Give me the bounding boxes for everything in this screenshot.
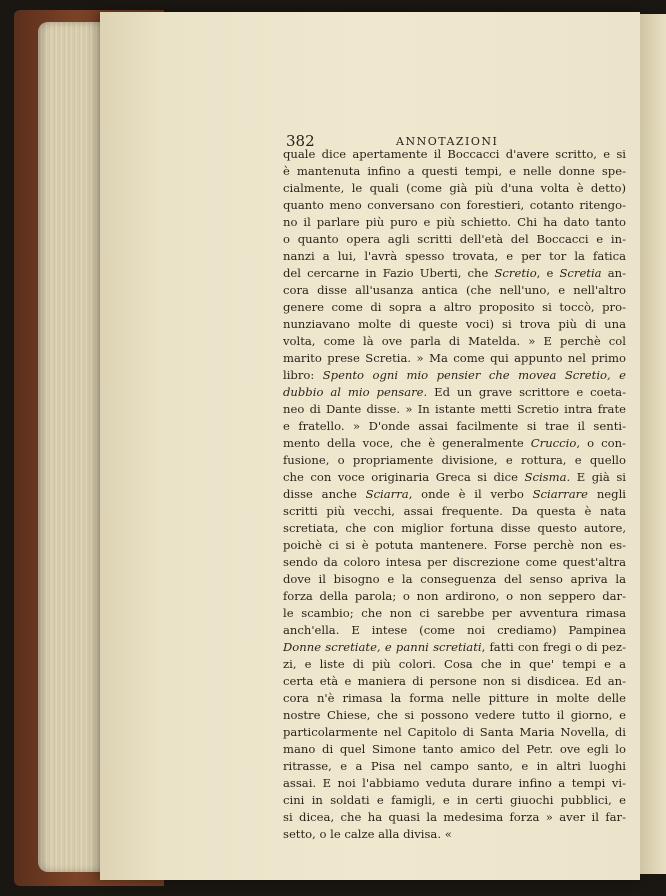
text-line: che con voce originaria Greca si dice Scisma. E già si [283,470,626,484]
text-line: setto, o le calze alla divisa. « [283,827,452,841]
text-line: neo di Dante disse. » In istante metti Scretio intra frate [283,402,626,416]
text-line: o quanto opera agli scritti dell'età del Boccacci e in- [283,232,626,246]
text-line: Donne scretiate, e panni scretiati, fatti con fregi o di pez- [283,640,626,654]
text-line: disse anche Sciarra, onde è il verbo Sciarrare negli [283,487,626,501]
text-line: le scambio; che non ci sarebbe per avventura rimasa [283,606,626,620]
text-line: cora disse all'usanza antica (che nell'uno, e nell'altro [283,283,626,297]
text-line: nunziavano molte di queste voci) si trova più di una [283,317,626,331]
text-line: nostre Chiese, che si possono vedere tutto il giorno, e [283,708,626,722]
text-line: del cercarne in Fazio Uberti, che Scretio, e Scretia an- [283,266,626,280]
text-line: cialmente, le quali (come già più d'una volta è detto) [283,181,626,195]
text-line: particolarmente nel Capitolo di Santa Maria Novella, di [283,725,626,739]
text-line: dove il bisogno e la conseguenza del senso apriva la [283,572,626,586]
text-line: anch'ella. E intese (come noi crediamo) Pampinea [283,623,626,637]
text-line: scretiata, che con miglior fortuna disse questo autore, [283,521,626,535]
text-line: cora n'è rimasa la forma nelle pitture in molte delle [283,691,626,705]
text-line: marito prese Scretia. » Ma come qui appunto nel primo [283,351,626,365]
text-line: mento della voce, che è generalmente Cruccio, o con- [283,436,626,450]
text-line: genere come di sopra a altro proposito si toccò, pro- [283,300,626,314]
text-line: no il parlare più puro e più schietto. Chi ha dato tanto [283,215,626,229]
text-line: quanto meno conversano con forestieri, cotanto ritengo- [283,198,626,212]
text-line: sendo da coloro intesa per discrezione come quest'altra [283,555,626,569]
text-line: ritrasse, e a Pisa nel campo santo, e in altri luoghi [283,759,626,773]
page-number: 382 [286,132,315,150]
text-line: è mantenuta infino a questi tempi, e nelle donne spe- [283,164,626,178]
text-line: nanzi a lui, l'avrà spesso trovata, e per tor la fatica [283,249,626,263]
facing-page-edge [640,14,666,874]
body-text [283,146,626,843]
text-line: poichè ci si è potuta mantenere. Forse perchè non es- [283,538,626,552]
text-line: scritti più vecchi, assai frequente. Da questa è nata [283,504,626,518]
text-line: certa età e maniera di persone non si disdicea. Ed an- [283,674,626,688]
text-line: libro: Spento ogni mio pensier che movea Scretio, e [283,368,626,382]
text-line: dubbio al mio pensare. Ed un grave scrittore e coeta- [283,385,626,399]
text-line: assai. E noi l'abbiamo veduta durare infino a tempi vi- [283,776,626,790]
text-line: cini in soldati e famigli, e in certi giuochi pubblici, e [283,793,626,807]
text-line: forza della parola; o non ardirono, o non seppero dar- [283,589,626,603]
text-line: quale dice apertamente il Boccacci d'avere scritto, e si [283,147,626,161]
text-line: volta, come là ove parla di Matelda. » E perchè col [283,334,626,348]
running-head: ANNOTAZIONI [396,135,499,148]
text-line: e fratello. » D'onde assai facilmente si trae il senti- [283,419,626,433]
text-line: zi, e liste di più colori. Cosa che in que' tempi e a [283,657,626,671]
text-line: mano di quel Simone tanto amico del Petr. ove egli lo [283,742,626,756]
text-line: fusione, o propriamente divisione, e rottura, e quello [283,453,626,467]
text-line: si dicea, che ha quasi la medesima forza » aver il far- [283,810,626,824]
